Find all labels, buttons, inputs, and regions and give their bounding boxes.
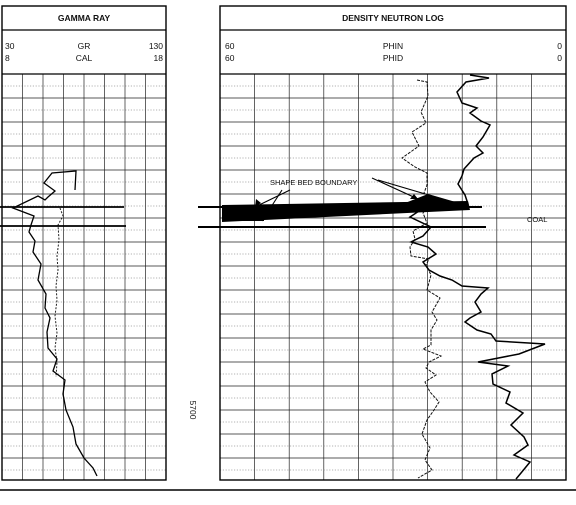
depth-label: 5700: [188, 400, 198, 420]
gamma-ray-curve: [13, 171, 97, 476]
density-neutron-title: DENSITY NEUTRON LOG: [342, 13, 444, 23]
coal-bed-sliver: [224, 217, 264, 221]
bed-boundary-leader-3: [372, 178, 418, 199]
gr-scale-min: 30: [5, 41, 15, 51]
coal-label: COAL: [527, 215, 548, 224]
gr-curve-name: GR: [77, 41, 91, 51]
gamma-ray-grid: [2, 74, 166, 480]
density-neutron-track: [220, 6, 566, 480]
phid-scale-min: 60: [225, 53, 235, 63]
phid-scale-max: 0: [557, 53, 562, 63]
cal-curve-name: CAL: [75, 53, 93, 63]
density-neutron-grid: [220, 74, 566, 480]
shape-bed-boundary-label: SHAPE BED BOUNDARY: [270, 178, 358, 187]
coal-bed-markers: [0, 178, 547, 227]
cal-scale-min: 8: [5, 53, 10, 63]
gamma-ray-title: GAMMA RAY: [57, 13, 111, 23]
gamma-ray-track: [2, 6, 166, 480]
phin-scale-min: 60: [225, 41, 235, 51]
gr-scale-max: 130: [148, 41, 163, 51]
cal-scale-max: 18: [153, 53, 163, 63]
phid-curve-name: PHID: [382, 53, 404, 63]
caliper-curve: [55, 208, 63, 377]
phin-scale-max: 0: [557, 41, 562, 51]
neutron-porosity-curve: [402, 80, 441, 478]
phin-curve-name: PHIN: [382, 41, 404, 51]
